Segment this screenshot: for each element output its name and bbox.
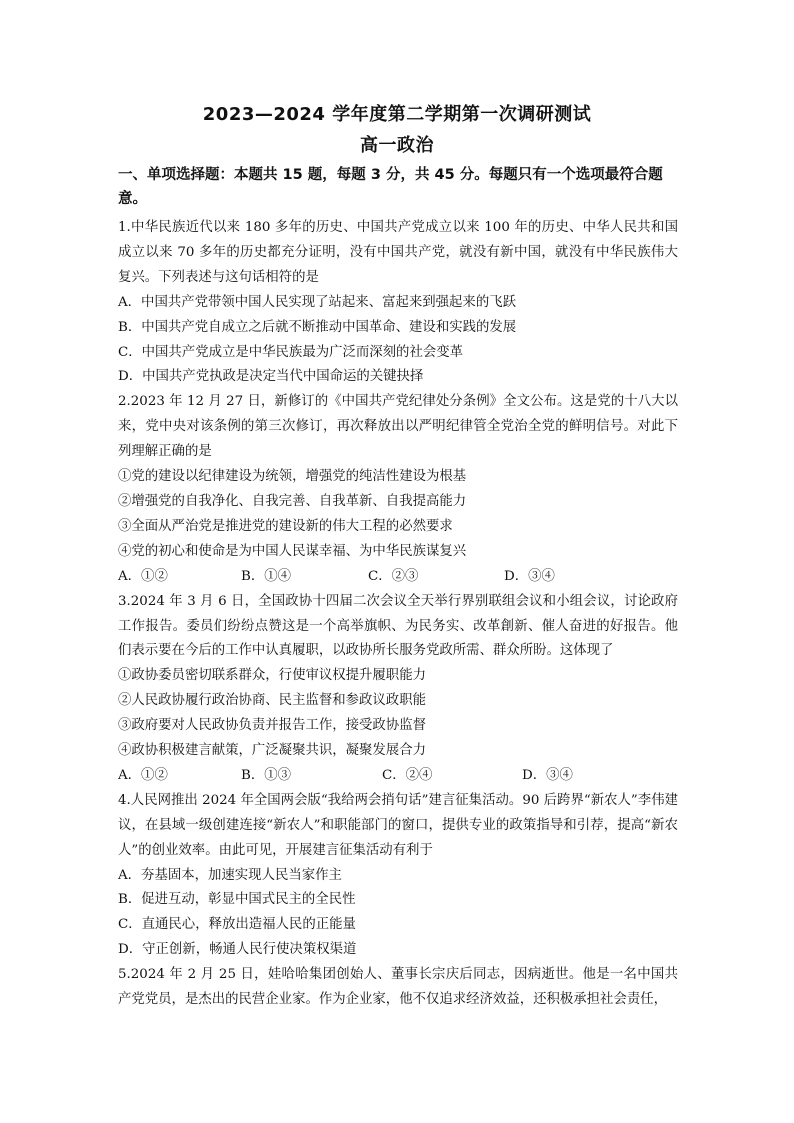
question-stem: 5.2024 年 2 月 25 日，娃哈哈集团创始人、董事长宗庆后同志，因病逝世。他是一名中国共产党党员，是杰出的民营企业家。作为企业家，他不仅追求经济效益，还积极承担社会责任， — [118, 967, 678, 1008]
statement-2: ②人民政协履行政治协商、民主监督和参政议政职能 — [118, 693, 426, 709]
question-5 — [118, 963, 678, 1013]
choice-a: A．①② — [118, 767, 168, 783]
exam-subject: 高一政治 — [360, 135, 434, 156]
question-stem: 2.2023 年 12 月 27 日，新修订的《中国共产党纪律处分条例》全文公布。这是党的十八大以来，党中央对该条例的第三次修订，再次释放出以严明纪律管全党治全党的鲜明信号。对此下列理解正确的是 — [118, 394, 678, 460]
statement-3: ③全面从严治党是推进党的建设新的伟大工程的必然要求 — [118, 518, 453, 534]
question-stem: 1.中华民族近代以来 180 多年的历史、中国共产党成立以来 100 年的历史、中华人民共和国成立以来 70 多年的历史都充分证明，没有中国共产党，就没有新中国，就没有中华民族伟大复兴。下列表述与这句话相符的是 — [118, 220, 678, 285]
option-a: A．夯基固本，加速实现人民当家作主 — [118, 867, 342, 883]
choice-d: D．③④ — [504, 568, 555, 584]
choice-row — [118, 764, 678, 789]
option-c: C．中国共产党成立是中华民族最为广泛而深刻的社会变革 — [118, 344, 464, 360]
question-3 — [118, 590, 678, 789]
statement-3: ③政府要对人民政协负责并报告工作，接受政协监督 — [118, 718, 426, 734]
option-d: D．守正创新，畅通人民行使决策权渠道 — [118, 942, 357, 958]
question-stem: 4.人民网推出 2024 年全国两会版“我给两会捎句话”建言征集活动。90 后跨界“新农人”李伟建议，在县域一级创建连接“新农人”和职能部门的窗口，提供专业的政策指导和引荐，提高“新农人”的创业效率。由此可见，开展建言征集活动有利于 — [118, 792, 678, 858]
choice-b: B．①④ — [241, 568, 292, 584]
choice-row — [118, 565, 678, 590]
option-b: B．促进互动，彰显中国式民主的全民性 — [118, 892, 356, 908]
choice-d: D．③④ — [522, 767, 573, 783]
option-a: A．中国共产党带领中国人民实现了站起来、富起来到强起来的飞跃 — [118, 294, 516, 310]
option-b: B．中国共产党自成立之后就不断推动中国革命、建设和实践的发展 — [118, 319, 517, 335]
choice-a: A．①② — [118, 568, 168, 584]
statement-1: ①党的建设以纪律建设为统领，增强党的纯洁性建设为根基 — [118, 469, 467, 485]
statement-1: ①政协委员密切联系群众，行使审议权提升履职能力 — [118, 668, 426, 684]
question-4 — [118, 789, 678, 963]
section-heading: 一、单项选择题：本题共 15 题，每题 3 分，共 45 分。每题只有一个选项最符合题意。 — [118, 167, 663, 207]
choice-c: C．②④ — [382, 767, 433, 783]
option-c: C．直通民心，释放出造福人民的正能量 — [118, 917, 356, 933]
question-1 — [118, 216, 678, 390]
question-list — [118, 216, 678, 1013]
question-stem: 3.2024 年 3 月 6 日，全国政协十四届二次会议全天举行界别联组会议和小组会议，讨论政府工作报告。委员们纷纷点赞这是一个高举旗帜、为民务实、改革創新、催人奋进的好报告。他们表示要在今后的工作中认真履职，以政协所长服务党政所需、群众所盼。这体现了 — [118, 593, 678, 659]
choice-c: C．②③ — [368, 568, 419, 584]
exam-title: 2023—2024 学年度第二学期第一次调研测试 — [202, 104, 592, 125]
choice-b: B．①③ — [241, 767, 292, 783]
option-d: D．中国共产党执政是决定当代中国命运的关键抉择 — [118, 369, 424, 385]
question-2 — [118, 390, 678, 589]
statement-2: ②增强党的自我净化、自我完善、自我革新、自我提高能力 — [118, 493, 467, 509]
statement-4: ④党的初心和使命是为中国人民谋幸福、为中华民族谋复兴 — [118, 543, 467, 559]
statement-4: ④政协积极建言献策，广泛凝聚共识，凝聚发展合力 — [118, 743, 426, 759]
